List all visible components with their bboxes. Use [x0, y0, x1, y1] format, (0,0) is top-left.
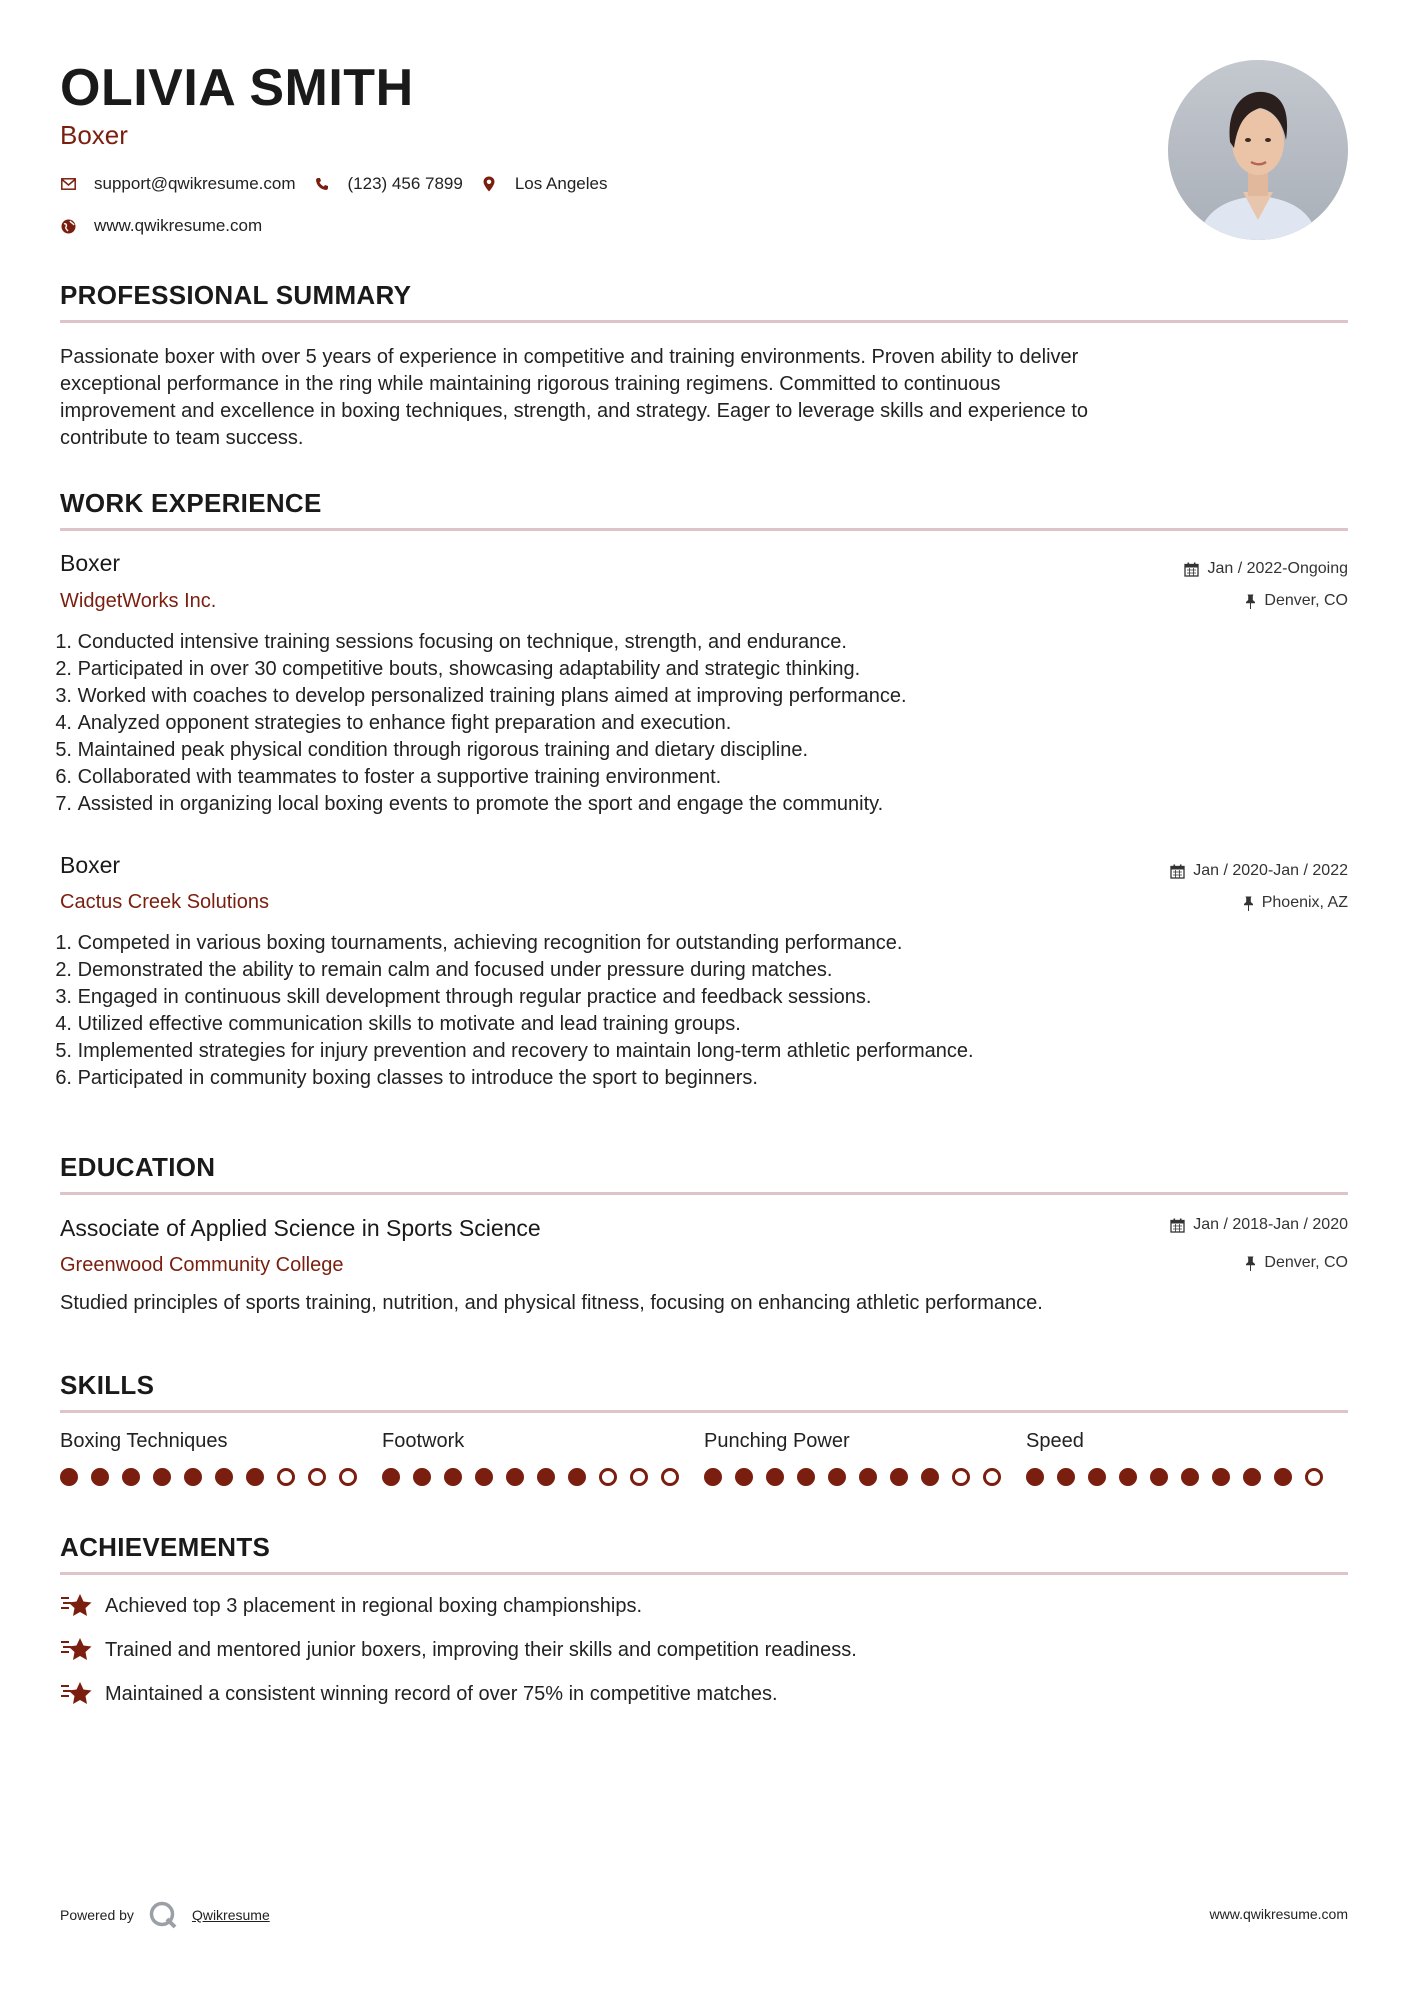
rating-dot-filled — [797, 1468, 815, 1486]
skill-rating — [382, 1468, 704, 1486]
school-name: Greenwood Community College — [60, 1254, 344, 1276]
achievement-text: Maintained a consistent winning record of over 75% in competitive matches. — [105, 1682, 778, 1705]
job-bullets — [55, 930, 1348, 1092]
job-title: Boxer — [60, 550, 121, 576]
rating-dot-filled — [1026, 1468, 1044, 1486]
list-item: 4. Analyzed opponent strategies to enhance fight preparation and execution. — [55, 712, 732, 734]
job-company: WidgetWorks Inc. — [60, 590, 217, 612]
job-bullets — [55, 629, 1348, 818]
email-item[interactable] — [60, 174, 296, 194]
qwikresume-link[interactable]: Qwikresume — [191, 1907, 270, 1923]
skills-heading: SKILLS — [60, 1370, 155, 1400]
rating-dot-filled — [828, 1468, 846, 1486]
summary-line: exceptional performance in the ring while maintaining rigorous training regimens. Committed to continuous — [60, 373, 1001, 395]
phone-item[interactable] — [314, 174, 463, 194]
rating-dot-empty — [1305, 1468, 1323, 1486]
rating-dot-filled — [246, 1468, 264, 1486]
skill-item — [382, 1430, 704, 1486]
rating-dot-filled — [1274, 1468, 1292, 1486]
job-dates-text: Jan / 2022-Ongoing — [1207, 560, 1348, 577]
envelope-icon — [60, 176, 76, 192]
list-item: 2. Demonstrated the ability to remain calm and focused under pressure during matches. — [55, 959, 833, 981]
rating-dot-filled — [1088, 1468, 1106, 1486]
candidate-name: OLIVIA SMITH — [60, 59, 414, 117]
phone-text: (123) 456 7899 — [347, 174, 463, 193]
rating-dot-empty — [983, 1468, 1001, 1486]
list-item: 3. Engaged in continuous skill development through regular practice and feedback sessions. — [55, 986, 872, 1008]
skill-item — [704, 1430, 1026, 1486]
achievement-item — [60, 1680, 778, 1708]
experience-heading: WORK EXPERIENCE — [60, 488, 322, 518]
rating-dot-empty — [277, 1468, 295, 1486]
website-item[interactable] — [60, 216, 262, 236]
location-text: Los Angeles — [514, 174, 608, 193]
section-divider — [60, 1572, 1348, 1575]
education-description: Studied principles of sports training, nutrition, and physical fitness, focusing on enhancing athletic performance. — [60, 1292, 1043, 1314]
education-dates — [1170, 1216, 1348, 1234]
shooting-star-icon — [60, 1636, 92, 1664]
rating-dot-filled — [859, 1468, 877, 1486]
phone-icon — [314, 176, 330, 192]
section-divider — [60, 1192, 1348, 1195]
rating-dot-filled — [122, 1468, 140, 1486]
rating-dot-filled — [1119, 1468, 1137, 1486]
qwikresume-logo-icon — [148, 1900, 178, 1930]
rating-dot-filled — [506, 1468, 524, 1486]
location-item — [481, 174, 608, 194]
skill-item — [1026, 1430, 1348, 1486]
list-item: 1. Competed in various boxing tournaments, achieving recognition for outstanding performance. — [55, 932, 903, 954]
candidate-role: Boxer — [60, 120, 128, 150]
rating-dot-filled — [1057, 1468, 1075, 1486]
achievement-text: Trained and mentored junior boxers, improving their skills and competition readiness. — [105, 1638, 857, 1661]
job-location — [1243, 894, 1348, 912]
rating-dot-filled — [184, 1468, 202, 1486]
list-item: 1. Conducted intensive training sessions focusing on technique, strength, and endurance. — [55, 631, 847, 653]
contact-row-1 — [60, 174, 625, 194]
job-dates-text: Jan / 2020-Jan / 2022 — [1193, 862, 1348, 879]
skill-name: Footwork — [382, 1430, 465, 1452]
education-location — [1245, 1254, 1348, 1272]
section-divider — [60, 1410, 1348, 1413]
list-item: 6. Collaborated with teammates to foster a supportive training environment. — [55, 766, 722, 788]
rating-dot-empty — [661, 1468, 679, 1486]
rating-dot-filled — [444, 1468, 462, 1486]
pushpin-icon — [1245, 1256, 1256, 1271]
list-item: 4. Utilized effective communication skills to motivate and lead training groups. — [55, 1013, 741, 1035]
section-divider — [60, 320, 1348, 323]
calendar-icon — [1170, 1218, 1185, 1233]
achievement-item — [60, 1636, 857, 1664]
rating-dot-filled — [215, 1468, 233, 1486]
achievements-heading: ACHIEVEMENTS — [60, 1532, 271, 1562]
list-item: 7. Assisted in organizing local boxing events to promote the sport and engage the community. — [55, 793, 884, 815]
calendar-icon — [1170, 864, 1185, 879]
summary-line: contribute to team success. — [60, 427, 304, 449]
pushpin-icon — [1245, 594, 1256, 609]
shooting-star-icon — [60, 1592, 92, 1620]
rating-dot-filled — [1212, 1468, 1230, 1486]
contact-row-2 — [60, 216, 280, 236]
rating-dot-filled — [1181, 1468, 1199, 1486]
rating-dot-filled — [735, 1468, 753, 1486]
skill-name: Speed — [1026, 1430, 1084, 1452]
rating-dot-filled — [704, 1468, 722, 1486]
skill-rating — [60, 1468, 382, 1486]
pushpin-icon — [1243, 896, 1254, 911]
rating-dot-filled — [568, 1468, 586, 1486]
rating-dot-empty — [952, 1468, 970, 1486]
section-divider — [60, 528, 1348, 531]
job-location-text: Denver, CO — [1264, 592, 1348, 609]
rating-dot-filled — [1150, 1468, 1168, 1486]
skill-item — [60, 1430, 382, 1486]
rating-dot-filled — [413, 1468, 431, 1486]
rating-dot-filled — [890, 1468, 908, 1486]
skill-name: Punching Power — [704, 1430, 850, 1452]
list-item: 3. Worked with coaches to develop personalized training plans aimed at improving performance. — [55, 685, 907, 707]
map-pin-icon — [481, 176, 497, 192]
rating-dot-empty — [599, 1468, 617, 1486]
website-text: www.qwikresume.com — [94, 216, 263, 235]
list-item: 6. Participated in community boxing classes to introduce the sport to beginners. — [55, 1067, 758, 1089]
rating-dot-filled — [921, 1468, 939, 1486]
job-title: Boxer — [60, 852, 121, 878]
footer-powered-by — [60, 1900, 270, 1930]
achievement-text: Achieved top 3 placement in regional boxing championships. — [105, 1594, 643, 1617]
rating-dot-filled — [766, 1468, 784, 1486]
education-dates-text: Jan / 2018-Jan / 2020 — [1193, 1216, 1348, 1233]
email-text: support@qwikresume.com — [94, 174, 296, 193]
rating-dot-filled — [153, 1468, 171, 1486]
skill-rating — [704, 1468, 1026, 1486]
summary-heading: PROFESSIONAL SUMMARY — [60, 280, 412, 310]
job-dates — [1184, 560, 1348, 578]
skills-list — [60, 1430, 1348, 1486]
list-item: 2. Participated in over 30 competitive bouts, showcasing adaptability and strategic thinking. — [55, 658, 861, 680]
job-location-text: Phoenix, AZ — [1261, 894, 1348, 911]
shooting-star-icon — [60, 1680, 92, 1708]
skill-name: Boxing Techniques — [60, 1430, 228, 1452]
rating-dot-empty — [630, 1468, 648, 1486]
summary-line: Passionate boxer with over 5 years of experience in competitive and training environments. Proven ability to deliver — [60, 346, 1079, 368]
list-item: 5. Maintained peak physical condition through rigorous training and dietary discipline. — [55, 739, 809, 761]
achievement-item — [60, 1592, 642, 1620]
job-location — [1245, 592, 1348, 610]
rating-dot-filled — [382, 1468, 400, 1486]
rating-dot-filled — [91, 1468, 109, 1486]
rating-dot-filled — [475, 1468, 493, 1486]
rating-dot-filled — [60, 1468, 78, 1486]
powered-by-label: Powered by — [60, 1907, 134, 1923]
globe-icon — [60, 218, 76, 234]
rating-dot-empty — [308, 1468, 326, 1486]
profile-photo — [1168, 60, 1348, 240]
job-dates — [1170, 862, 1348, 880]
education-heading: EDUCATION — [60, 1152, 216, 1182]
summary-line: improvement and excellence in boxing techniques, strength, and strategy. Eager to leverage skills and experience to — [60, 400, 1089, 422]
footer-site-link[interactable]: www.qwikresume.com — [1209, 1906, 1348, 1922]
degree-title: Associate of Applied Science in Sports Science — [60, 1215, 541, 1241]
education-location-text: Denver, CO — [1264, 1254, 1348, 1271]
rating-dot-filled — [1243, 1468, 1261, 1486]
summary-text — [60, 344, 1348, 452]
rating-dot-empty — [339, 1468, 357, 1486]
rating-dot-filled — [537, 1468, 555, 1486]
skill-rating — [1026, 1468, 1348, 1486]
calendar-icon — [1184, 562, 1199, 577]
list-item: 5. Implemented strategies for injury prevention and recovery to maintain long-term athletic performance. — [55, 1040, 974, 1062]
job-company: Cactus Creek Solutions — [60, 891, 269, 913]
